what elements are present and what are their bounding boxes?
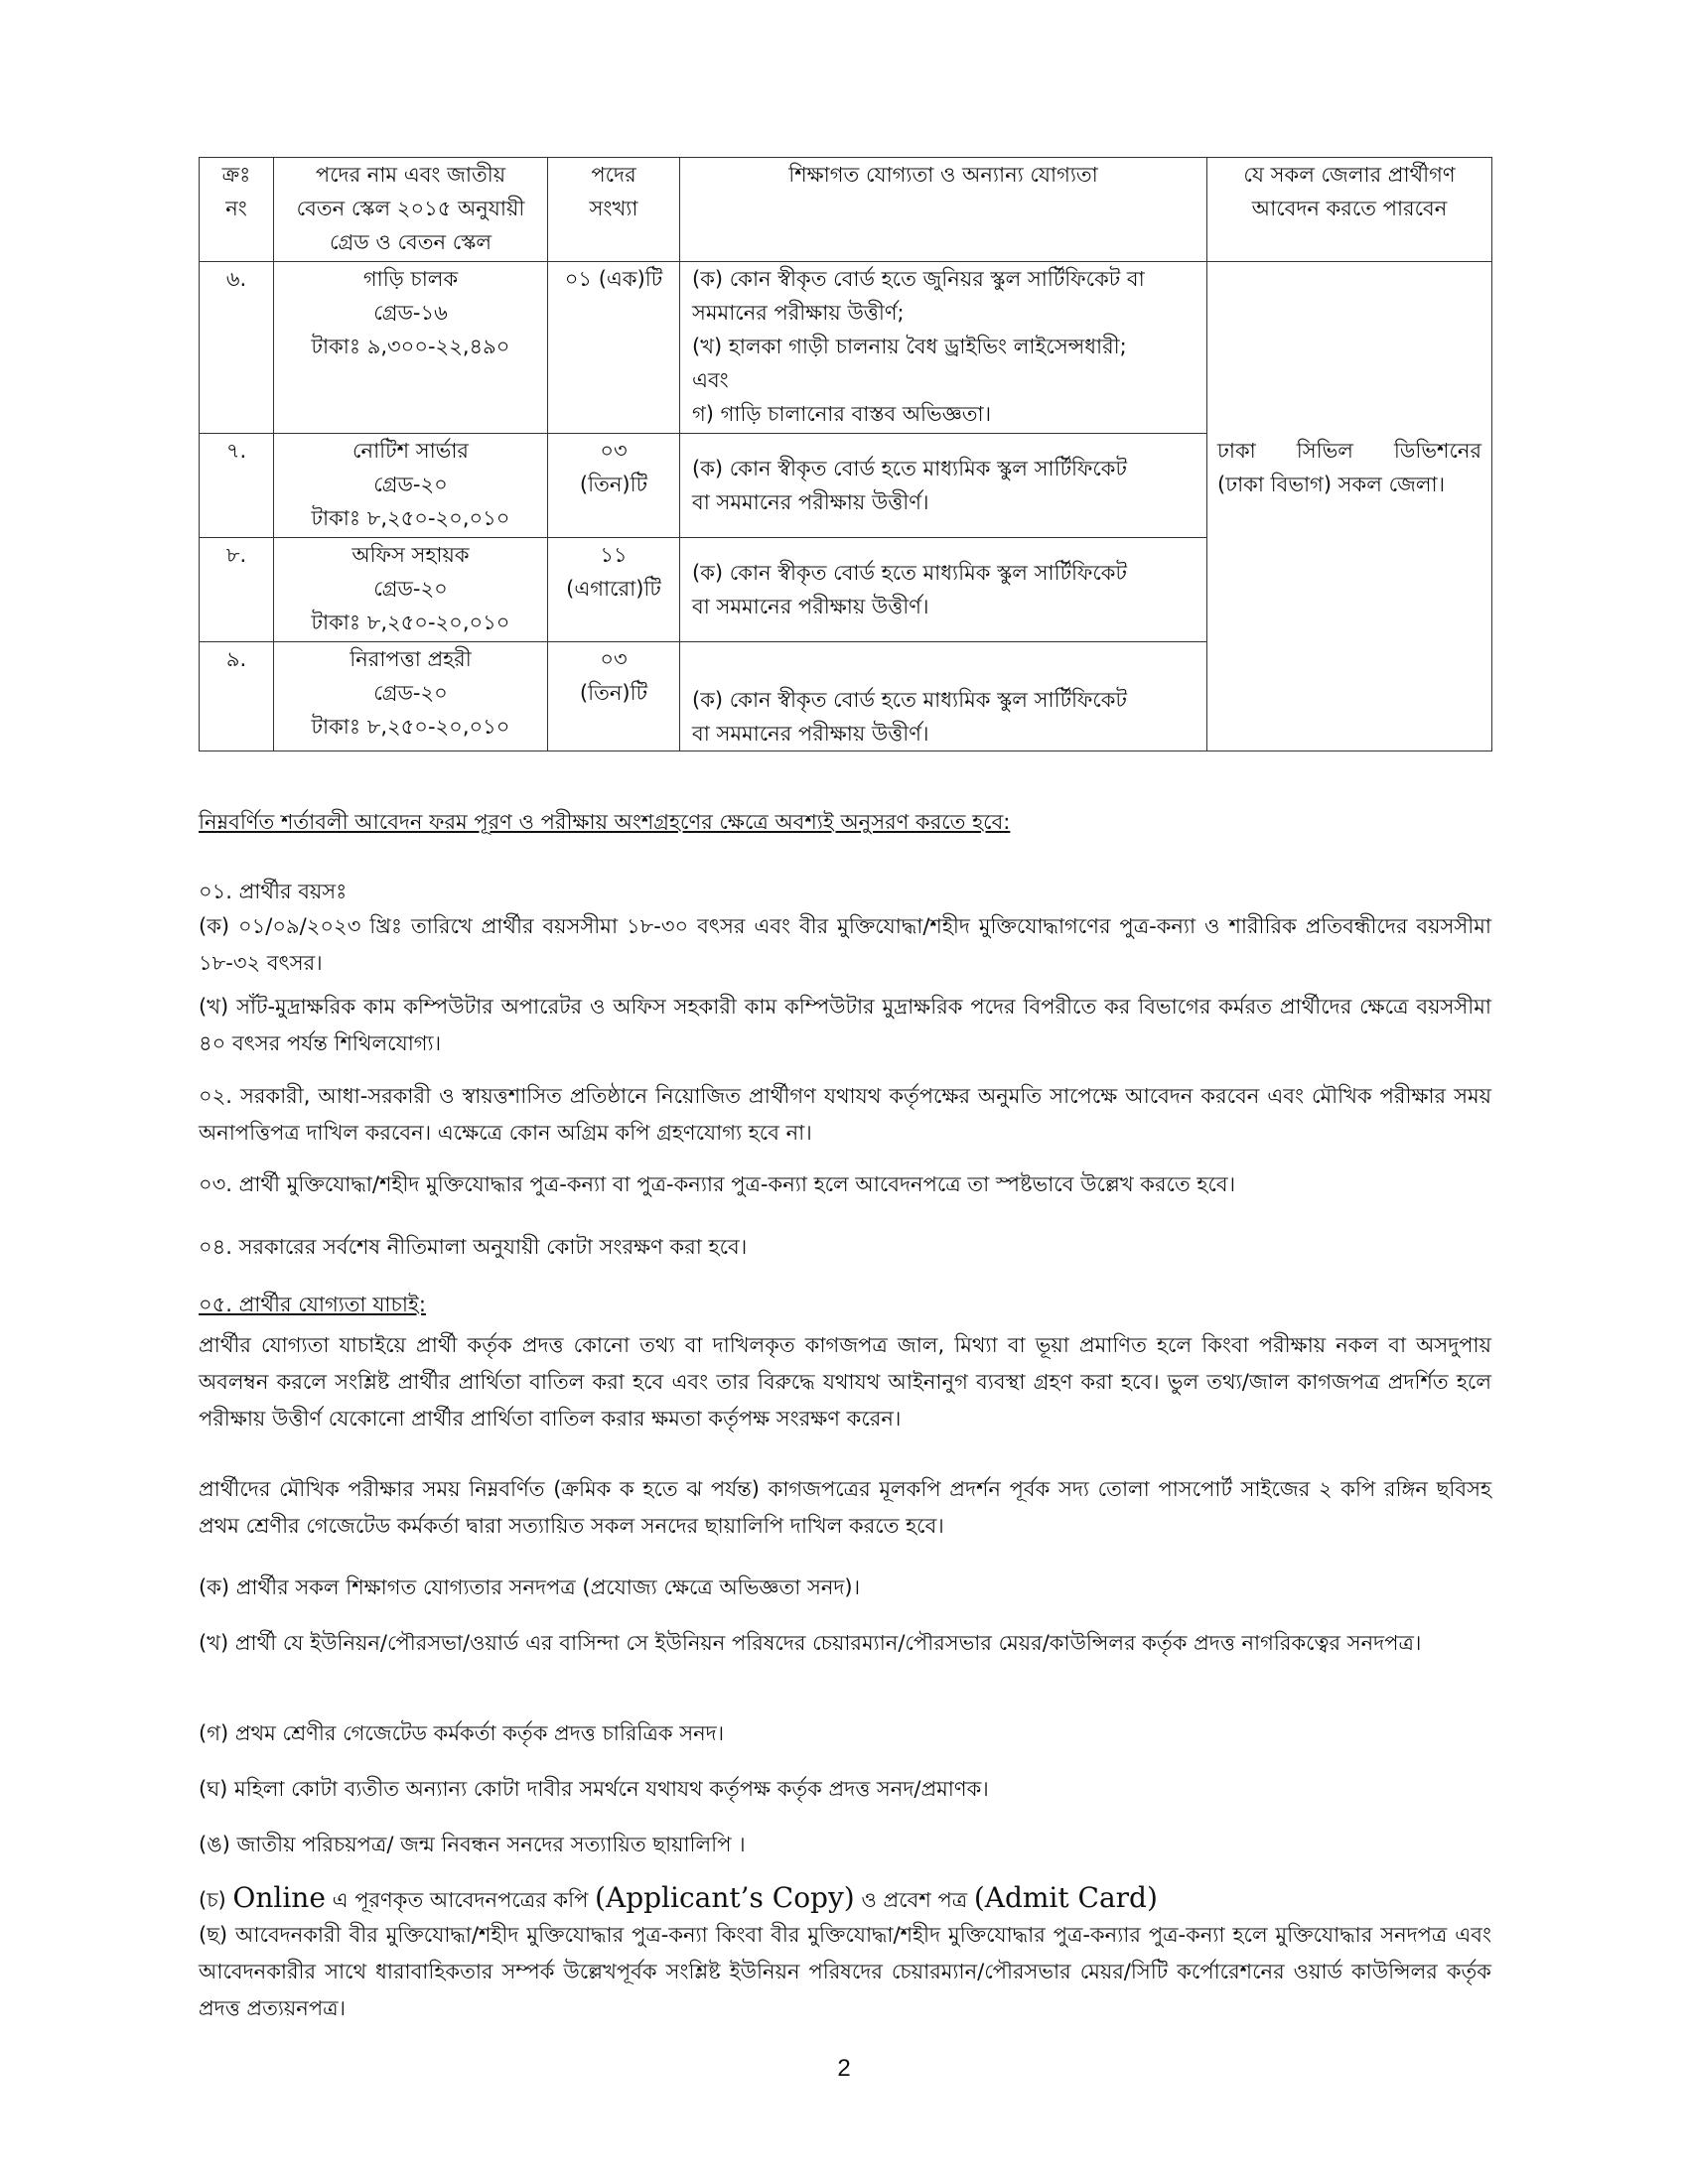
condition-item-3: ০৩. প্রার্থী মুক্তিযোদ্ধা/শহীদ মুক্তিযোদ্ধার পুত্র-কন্যা বা পুত্র-কন্যার পুত্র-কন্যা হলে আবেদনপত্রে তা স্পষ্টভাবে উল্লেখ করতে হবে। [199, 1172, 1236, 1196]
doc-item-cha: (চ) Online এ পূরণকৃত আবেদনপত্রের কপি (Applicant’s Copy) ও প্রবেশ পত্র (Admit Card) [199, 1881, 1158, 1914]
row-districts: ঢাকা সিভিল ডিভিশনের (ঢাকা বিভাগ) সকল জেলা। [1207, 434, 1492, 751]
header-post: পদের নাম এবং জাতীয় বেতন স্কেল ২০১৫ অনুযায়ী গ্রেড ও বেতন স্কেল [274, 158, 548, 262]
condition-item-5-text: প্রার্থীর যোগ্যতা যাচাইয়ে প্রার্থী কর্তৃক প্রদত্ত কোনো তথ্য বা দাখিলকৃত কাগজপত্র জাল, মিথ্যা বা ভূয়া প্রমাণিত হলে কিংবা পরীক্ষায় নকল বা অসদুপায় অবলম্বন করলে সংশ্লিষ্ট প্রার্থীর প্রার্থিতা বাতিল করা হবে এবং তার বিরুদ্ধে যথাযথ আইনানুগ ব্যবস্থা গ্রহণ করা হবে। ভুল তথ্য/জাল কাগজপত্র প্রদর্শিত হলে পরীক্ষায় উত্তীর্ণ যেকোনো প্রার্থীর প্রার্থিতা বাতিল করার ক্ষমতা কর্তৃপক্ষ সংরক্ষণ করেন। [199, 1333, 1491, 1431]
table-header-row [200, 158, 1492, 262]
doc-item-kha: (খ) প্রার্থী যে ইউনিয়ন/পৌরসভা/ওয়ার্ড এর বাসিন্দা সে ইউনিয়ন পরিষদের চেয়ারম্যান/পৌরসভার মেয়র/কাউন্সিলর কর্তৃক প্রদত্ত নাগরিকত্বের সনদপত্র। [199, 1631, 1422, 1655]
doc-item-chha: (ছ) আবেদনকারী বীর মুক্তিযোদ্ধা/শহীদ মুক্তিযোদ্ধার পুত্র-কন্যা কিংবা বীর মুক্তিযোদ্ধা/শহীদ মুক্তিযোদ্ধার পুত্র-কন্যার পুত্র-কন্যা হলে মুক্তিযোদ্ধার সনদপত্র এবং আবেদনকারীর সাথে ধারাবাহিকতার সম্পর্ক উল্লেখপূর্বক সংশ্লিষ্ট ইউনিয়ন পরিষদের চেয়ারম্যান/পৌরসভার মেয়র/সিটি কর্পোরেশনের ওয়ার্ড কাউন্সিলর কর্তৃক প্রদত্ত প্রত্যয়নপত্র। [199, 1923, 1491, 2020]
row-districts-empty [1207, 262, 1492, 434]
conditions-heading: নিম্নবর্ণিত শর্তাবলী আবেদন ফরম পূরণ ও পরীক্ষায় অংশগ্রহণের ক্ষেত্রে অবশ্যই অনুসরণ করতে হবে: [199, 810, 1011, 834]
viva-instructions: প্রার্থীদের মৌখিক পরীক্ষার সময় নিম্নবর্ণিত (ক্রমিক ক হতে ঝ পর্যন্ত) কাগজপত্রের মূলকপি প্রদর্শন পূর্বক সদ্য তোলা পাসপোর্ট সাইজের ২ কপি রঙ্গিন ছবিসহ প্রথম শ্রেণীর গেজেটেড কর্মকর্তা দ্বারা সত্যায়িত সকল সনদের ছায়ালিপি দাখিল করতে হবে। [199, 1477, 1491, 1538]
row-post: নিরাপত্তা প্রহরী গ্রেড-২০ টাকাঃ ৮,২৫০-২০,০১০ [274, 642, 548, 751]
condition-item-5-title: ০৫. প্রার্থীর যোগ্যতা যাচাই: [199, 1293, 426, 1316]
row-count: ০৩ (তিন)টি [548, 434, 680, 538]
row-serial: ৮. [200, 538, 274, 642]
table-row [200, 434, 1492, 538]
doc-item-umo: (ঙ) জাতীয় পরিচয়পত্র/ জন্ম নিবন্ধন সনদের সত্যায়িত ছায়ালিপি । [199, 1833, 746, 1856]
condition-item-4: ০৪. সরকারের সর্বশেষ নীতিমালা অনুযায়ী কোটা সংরক্ষণ করা হবে। [199, 1235, 748, 1259]
age-title: ০১. প্রার্থীর বয়সঃ [199, 880, 348, 903]
header-count: পদের সংখ্যা [548, 158, 680, 262]
row-count: ০৩ (তিন)টি [548, 642, 680, 751]
row-qualification: (ক) কোন স্বীকৃত বোর্ড হতে জুনিয়র স্কুল সার্টিফিকেট বা সমমানের পরীক্ষায় উত্তীর্ণ; (খ) হালকা গাড়ী চালনায় বৈধ ড্রাইভিং লাইসেন্সধারী; এবং গ) গাড়ি চালানোর বাস্তব অভিজ্ঞতা। [680, 262, 1207, 434]
age-clause-a: (ক) ০১/০৯/২০২৩ খ্রিঃ তারিখে প্রার্থীর বয়সসীমা ১৮-৩০ বৎসর এবং বীর মুক্তিযোদ্ধা/শহীদ মুক্তিযোদ্ধাগণের পুত্র-কন্যা ও শারীরিক প্রতিবন্ধীদের বয়সসীমা ১৮-৩২ বৎসর। [199, 914, 1491, 975]
page-number: 2 [837, 2055, 851, 2082]
posts-table [199, 157, 1492, 751]
doc-item-gha: (ঘ) মহিলা কোটা ব্যতীত অন্যান্য কোটা দাবীর সমর্থনে যথাযথ কর্তৃপক্ষ কর্তৃক প্রদত্ত সনদ/প্রমাণক। [199, 1777, 989, 1801]
row-post: অফিস সহায়ক গ্রেড-২০ টাকাঃ ৮,২৫০-২০,০১০ [274, 538, 548, 642]
header-districts: যে সকল জেলার প্রার্থীগণ আবেদন করতে পারবেন [1207, 158, 1492, 262]
row-count: ১১ (এগারো)টি [548, 538, 680, 642]
age-clause-b: (খ) সাঁট-মুদ্রাক্ষরিক কাম কম্পিউটার অপারেটর ও অফিস সহকারী কাম কম্পিউটার মুদ্রাক্ষরিক পদের বিপরীতে কর বিভাগের কর্মরত প্রার্থীদের ক্ষেত্রে বয়সসীমা ৪০ বৎসর পর্যন্ত শিথিলযোগ্য। [199, 995, 1491, 1055]
row-count: ০১ (এক)টি [548, 262, 680, 434]
row-post: নোটিশ সার্ভার গ্রেড-২০ টাকাঃ ৮,২৫০-২০,০১০ [274, 434, 548, 538]
header-serial: ক্রঃ নং [200, 158, 274, 262]
header-qualification: শিক্ষাগত যোগ্যতা ও অন্যান্য যোগ্যতা [680, 158, 1207, 262]
table-row [200, 262, 1492, 434]
doc-item-ka: (ক) প্রার্থীর সকল শিক্ষাগত যোগ্যতার সনদপত্র (প্রযোজ্য ক্ষেত্রে অভিজ্ঞতা সনদ)। [199, 1575, 861, 1599]
row-serial: ৬. [200, 262, 274, 434]
doc-item-ga: (গ) প্রথম শ্রেণীর গেজেটেড কর্মকর্তা কর্তৃক প্রদত্ত চারিত্রিক সনদ। [199, 1721, 725, 1745]
row-serial: ৯. [200, 642, 274, 751]
row-post: গাড়ি চালক গ্রেড-১৬ টাকাঃ ৯,৩০০-২২,৪৯০ [274, 262, 548, 434]
row-qualification: (ক) কোন স্বীকৃত বোর্ড হতে মাধ্যমিক স্কুল সার্টিফিকেট বা সমমানের পরীক্ষায় উত্তীর্ণ। [680, 642, 1207, 751]
row-qualification: (ক) কোন স্বীকৃত বোর্ড হতে মাধ্যমিক স্কুল সার্টিফিকেট বা সমমানের পরীক্ষায় উত্তীর্ণ। [680, 434, 1207, 538]
row-serial: ৭. [200, 434, 274, 538]
condition-item-2: ০২. সরকারী, আধা-সরকারী ও স্বায়ত্তশাসিত প্রতিষ্ঠানে নিয়োজিত প্রার্থীগণ যথাযথ কর্তৃপক্ষের অনুমতি সাপেক্ষে আবেদন করবেন এবং মৌখিক পরীক্ষার সময় অনাপত্তিপত্র দাখিল করবেন। এক্ষেত্রে কোন অগ্রিম কপি গ্রহণযোগ্য হবে না। [199, 1084, 1491, 1145]
row-qualification: (ক) কোন স্বীকৃত বোর্ড হতে মাধ্যমিক স্কুল সার্টিফিকেট বা সমমানের পরীক্ষায় উত্তীর্ণ। [680, 538, 1207, 642]
